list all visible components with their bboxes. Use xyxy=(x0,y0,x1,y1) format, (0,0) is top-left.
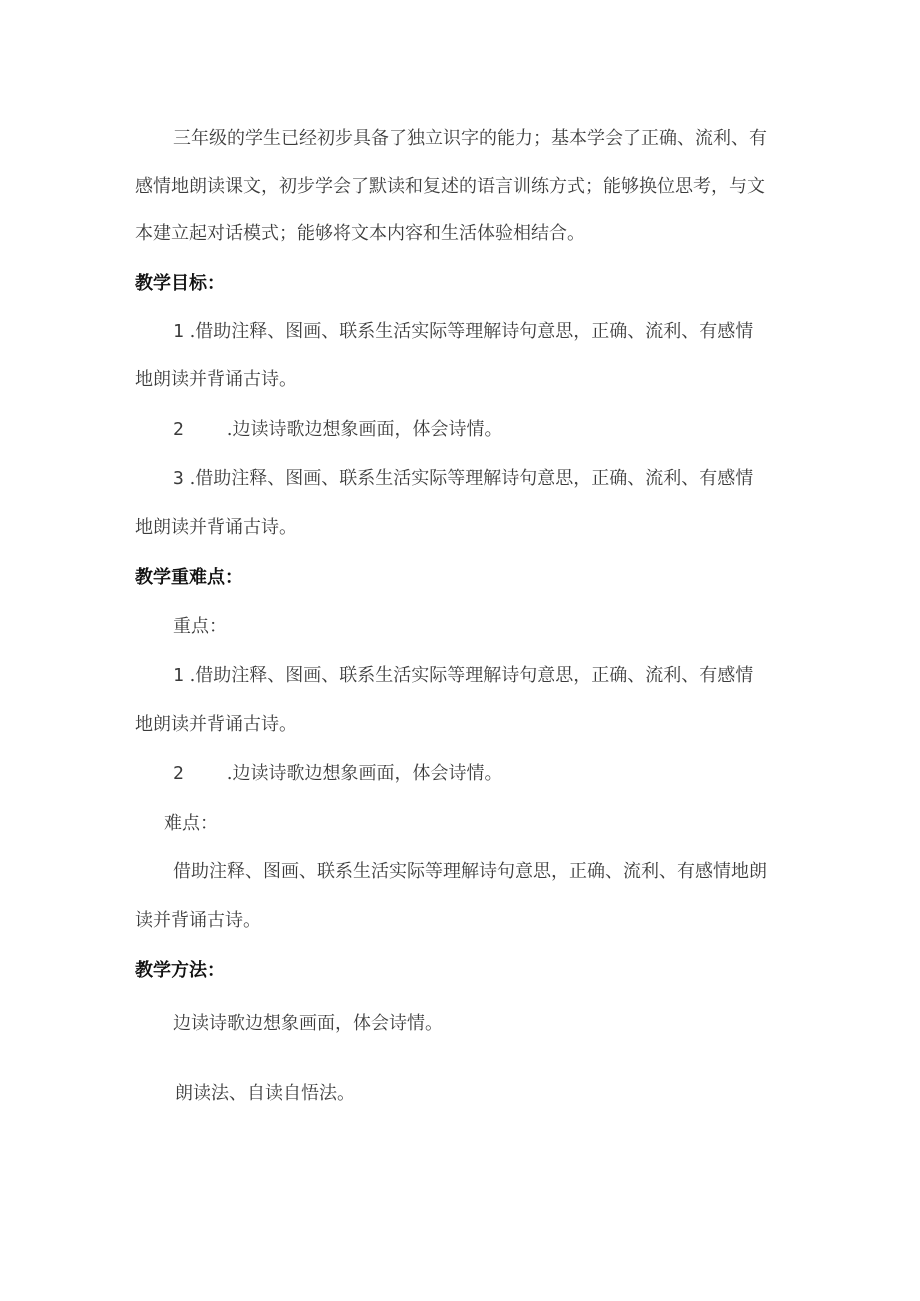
methods-line-1: 边读诗歌边想象画面，体会诗情。 xyxy=(173,1013,443,1034)
goal-item-1 xyxy=(173,320,753,344)
goal-1-number: 1 xyxy=(173,321,184,342)
focus-2-text: .边读诗歌边想象画面，体会诗情。 xyxy=(226,763,503,784)
goal-1-text: .借助注释、图画、联系生活实际等理解诗句意思，正确、流利、有感情 xyxy=(189,321,754,342)
goal-2-number: 2 xyxy=(173,419,184,440)
focus-item-1 xyxy=(173,664,753,688)
focus-label: 重点： xyxy=(173,616,227,637)
intro-line-3: 本建立起对话模式；能够将文本内容和生活体验相结合。 xyxy=(135,223,585,244)
intro-line-2: 感情地朗读课文，初步学会了默读和复述的语言训练方式；能够换位思考，与文 xyxy=(135,176,765,197)
goal-1-continuation: 地朗读并背诵古诗。 xyxy=(135,369,297,390)
goal-3-number: 3 xyxy=(173,468,184,489)
goal-3-continuation: 地朗读并背诵古诗。 xyxy=(135,517,297,538)
focus-item-2 xyxy=(173,762,502,786)
intro-line-1: 三年级的学生已经初步具备了独立识字的能力；基本学会了正确、流利、有 xyxy=(173,128,767,149)
difficulty-label: 难点： xyxy=(164,813,218,834)
goal-item-3 xyxy=(173,467,753,491)
focus-2-number: 2 xyxy=(173,763,184,784)
difficulty-line-1: 借助注释、图画、联系生活实际等理解诗句意思，正确、流利、有感情地朗 xyxy=(173,861,767,882)
goal-item-2 xyxy=(173,418,502,442)
methods-line-2: 朗读法、自读自悟法。 xyxy=(175,1083,355,1104)
methods-heading: 教学方法： xyxy=(135,960,225,981)
focus-1-number: 1 xyxy=(173,665,184,686)
difficulty-line-2: 读并背诵古诗。 xyxy=(135,910,261,931)
keypoints-heading: 教学重难点： xyxy=(135,567,243,588)
focus-1-text: .借助注释、图画、联系生活实际等理解诗句意思，正确、流利、有感情 xyxy=(189,665,754,686)
goals-heading: 教学目标： xyxy=(135,273,225,294)
focus-1-continuation: 地朗读并背诵古诗。 xyxy=(135,714,297,735)
goal-2-text: .边读诗歌边想象画面，体会诗情。 xyxy=(226,419,503,440)
goal-3-text: .借助注释、图画、联系生活实际等理解诗句意思，正确、流利、有感情 xyxy=(189,468,754,489)
